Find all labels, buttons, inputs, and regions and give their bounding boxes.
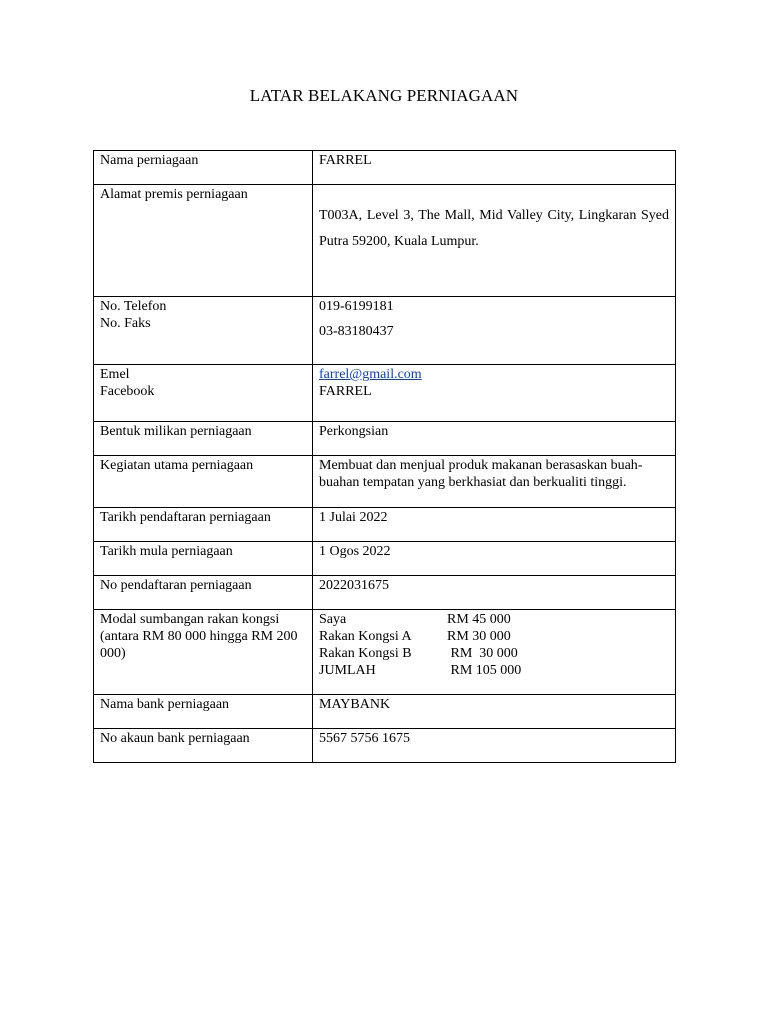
document-title: LATAR BELAKANG PERNIAGAAN — [249, 86, 519, 105]
partner-name: JUMLAH — [319, 663, 376, 678]
row-label: No. Faks — [100, 316, 151, 331]
table-row — [94, 365, 676, 422]
row-label: Emel — [100, 367, 130, 382]
contribution-amount: RM 45 000 — [447, 612, 511, 627]
ownership-value: Perkongsian — [313, 422, 676, 456]
row-label: Bentuk milikan perniagaan — [94, 422, 313, 456]
row-label: Tarikh pendaftaran perniagaan — [94, 508, 313, 542]
contribution-amount: RM 30 000 — [447, 629, 511, 644]
business-info-table — [93, 150, 676, 763]
table-row — [94, 508, 676, 542]
contribution-line — [319, 662, 669, 679]
row-label: Facebook — [100, 384, 155, 399]
main-activity-value: Membuat dan menjual produk makanan berasaskan buah-buahan tempatan yang berkhasiat dan berkualiti tinggi. — [319, 458, 643, 490]
business-name-value: FARREL — [313, 151, 676, 185]
table-row — [94, 185, 676, 297]
partner-name: Saya — [319, 612, 347, 627]
table-row — [94, 422, 676, 456]
contribution-line — [319, 628, 669, 645]
row-label: Modal sumbangan rakan kongsi (antara RM 80 000 hingga RM 200 000) — [94, 610, 313, 695]
table-row — [94, 542, 676, 576]
account-number-value: 5567 5756 1675 — [313, 729, 676, 763]
address-value: T003A, Level 3, The Mall, Mid Valley City, Lingkaran Syed Putra 59200, Kuala Lumpur. — [319, 208, 669, 249]
table-row — [94, 610, 676, 695]
contribution-line — [319, 611, 669, 628]
row-label: Alamat premis perniagaan — [94, 185, 313, 297]
start-date-value: 1 Ogos 2022 — [313, 542, 676, 576]
table-row — [94, 297, 676, 365]
facebook-value: FARREL — [319, 384, 372, 399]
contribution-line — [319, 645, 669, 662]
partner-name: Rakan Kongsi A — [319, 629, 412, 644]
row-label: Tarikh mula perniagaan — [94, 542, 313, 576]
table-row — [94, 151, 676, 185]
partner-name: Rakan Kongsi B — [319, 646, 412, 661]
row-label: No. Telefon — [100, 299, 167, 314]
registration-date-value: 1 Julai 2022 — [313, 508, 676, 542]
registration-number-value: 2022031675 — [313, 576, 676, 610]
contribution-amount: RM 30 000 — [447, 646, 518, 661]
fax-value: 03-83180437 — [319, 324, 394, 339]
bank-name-value: MAYBANK — [313, 695, 676, 729]
table-row — [94, 576, 676, 610]
row-label: No pendaftaran perniagaan — [94, 576, 313, 610]
row-label: No akaun bank perniagaan — [94, 729, 313, 763]
row-label: Nama bank perniagaan — [94, 695, 313, 729]
row-label: Kegiatan utama perniagaan — [94, 456, 313, 508]
table-row — [94, 695, 676, 729]
table-row — [94, 729, 676, 763]
row-label: Nama perniagaan — [94, 151, 313, 185]
contribution-amount: RM 105 000 — [447, 663, 522, 678]
email-link[interactable]: farrel@gmail.com — [319, 367, 422, 382]
table-row — [94, 456, 676, 508]
phone-value: 019-6199181 — [319, 299, 394, 314]
